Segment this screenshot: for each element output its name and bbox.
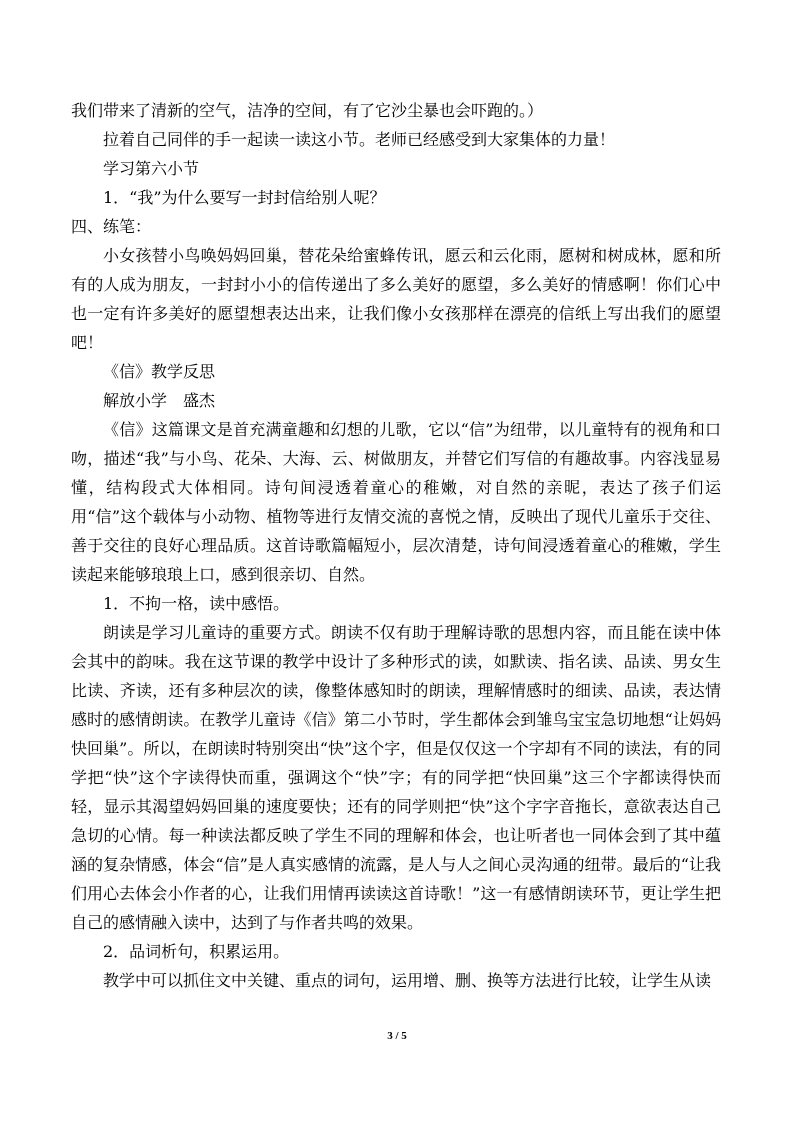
page-number: 3 / 5 bbox=[387, 1030, 407, 1042]
paragraph-words: 教学中可以抓住文中关键、重点的词句，运用增、删、换等方法进行比较，让学生从读 bbox=[103, 971, 712, 990]
section-heading-practice: 四、练笔： bbox=[71, 217, 152, 236]
subheading-words: 2．品词析句，积累运用。 bbox=[103, 942, 290, 961]
document-body bbox=[71, 96, 721, 995]
paragraph-read-together: 拉着自己同伴的手一起读一读这小节。老师已经感受到大家集体的力量！ bbox=[103, 130, 616, 149]
paragraph-reading: 朗读是学习儿童诗的重要方式。朗读不仅有助于理解诗歌的思想内容，而且能在读中体会其中的韵味。我在这节课的教学中设计了多种形式的读，如默读、指名读、品读、男女生比读、齐读，还有多种层次的读，像整体感知时的朗读，理解情感时的细读、品读，表达情感时的感情朗读。在教学儿童诗《信》第二小节时，学生都体会到雏鸟宝宝急切地想“让妈妈快回巢”。所以，在朗读时特别突出“快”这个字，但是仅仅这一个字却有不同的读法，有的同学把“快”这个字读得快而重，强调这个“快”字；有的同学把“快回巢”这三个字都读得快而轻，显示其渴望妈妈回巢的速度要快；还有的同学则把“快”这个字字音拖长，意欲表达自己急切的心情。每一种读法都反映了学生不同的理解和体会，也让听者也一同体会到了其中蕴涵的复杂情感，体会“信”是人真实感情的流露，是人与人之间心灵沟通的纽带。最后的“让我们用心去体会小作者的心，让我们用情再读读这首诗歌！”这一有感情朗读环节，更让学生把自己的感情融入读中，达到了与作者共鸣的效果。 bbox=[71, 623, 721, 932]
author-line: 解放小学 盛杰 bbox=[103, 391, 216, 410]
subheading-reading: 1．不拘一格，读中感悟。 bbox=[103, 594, 290, 613]
reflection-title: 《信》教学反思 bbox=[103, 362, 216, 381]
paragraph-practice: 小女孩替小鸟唤妈妈回巢，替花朵给蜜蜂传讯，愿云和云化雨，愿树和树成林，愿和所有的人成为朋友，一封封小小的信传递出了多么美好的愿望，多么美好的情感啊！你们心中也一定有许多美好的愿望想表达出来，让我们像小女孩那样在漂亮的信纸上写出我们的愿望吧！ bbox=[71, 246, 721, 352]
section-heading-sixth: 学习第六小节 bbox=[103, 159, 200, 178]
paragraph-continuation: 我们带来了清新的空气，洁净的空间，有了它沙尘暴也会吓跑的。） bbox=[71, 101, 544, 120]
paragraph-intro: 《信》这篇课文是首充满童趣和幻想的儿歌，它以“信”为纽带，以儿童特有的视角和口吻，描述“我”与小鸟、花朵、大海、云、树做朋友，并替它们写信的有趣故事。内容浅显易懂，结构段式大体相同。诗句间浸透着童心的稚嫩，对自然的亲昵，表达了孩子们运用“信”这个载体与小动物、植物等进行友情交流的喜悦之情，反映出了现代儿童乐于交往、善于交往的良好心理品质。这首诗歌篇幅短小，层次清楚，诗句间浸透着童心的稚嫩，学生读起来能够琅琅上口，感到很亲切、自然。 bbox=[71, 420, 721, 584]
question-item: 1．“我”为什么要写一封封信给别人呢？ bbox=[103, 188, 386, 207]
